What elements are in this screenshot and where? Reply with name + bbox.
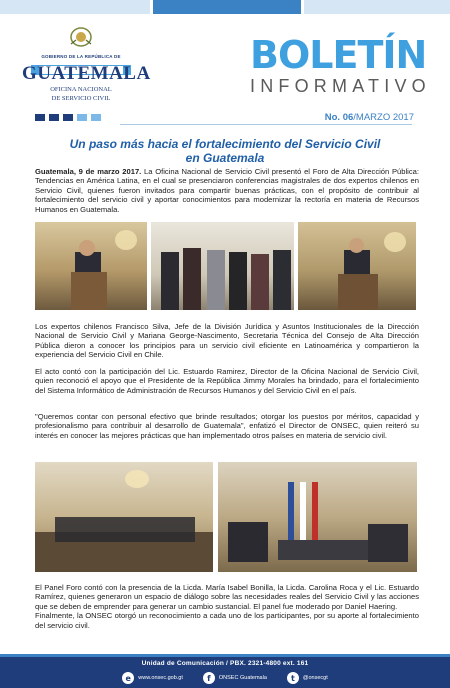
closing-paragraphs (35, 583, 419, 630)
photo-award-group (151, 222, 294, 310)
decorative-squares (35, 114, 101, 121)
issue-date: /MARZO 2017 (353, 112, 414, 123)
article-title-line2: en Guatemala (185, 151, 265, 165)
issue-divider (120, 124, 412, 125)
paragraph-final: Finalmente, la ONSEC otorgó un reconocimiento a cada uno de los participantes, por su aporte al fortalecimiento del servicio civil. (35, 611, 419, 630)
bulletin-masthead (250, 33, 440, 97)
footer (0, 654, 450, 688)
top-bar-segment-light-left (0, 0, 150, 14)
bulletin-subtitle: INFORMATIVO (250, 76, 431, 96)
paragraph-experts: Los expertos chilenos Francisco Silva, Jefe de la División Jurídica y Asuntos Institucionales de la Dirección Nacional de Servicio Civil y Mariana George-Nascimento, Secretaria Técnica del Consejo de Alta Dirección Pública dieron a conocer los principios para un servicio civil eficiente en Latinoamérica y compartieron la experiencia del Servicio Civil en Chile. (35, 322, 419, 360)
website-link[interactable] (122, 672, 183, 684)
dateline: Guatemala, 9 de marzo 2017. (35, 167, 142, 176)
top-bar-segment-blue (153, 0, 301, 14)
country-name: GUATEMALA (22, 63, 151, 84)
coat-of-arms-icon (68, 26, 94, 48)
facebook-link[interactable] (203, 672, 267, 684)
article-title-line1: Un paso más hacia el fortalecimiento del Servicio Civil (69, 137, 381, 151)
twitter-icon: t (287, 672, 299, 684)
bulletin-title: BOLETÍN (250, 33, 427, 77)
footer-contact: Unidad de Comunicación / PBX. 2321-4800 ext. 161 (141, 660, 309, 667)
top-bar-segment-light-right (304, 0, 450, 14)
footer-strip (0, 654, 450, 657)
facebook-label: ONSEC Guatemala (218, 675, 267, 681)
government-caption: GOBIERNO DE LA REPÚBLICA DE (41, 54, 121, 59)
paragraph-quote: "Queremos contar con personal efectivo que brinde resultados; otorgar los puestos por méritos, capacidad y profesionalismo para contribuir al desarrollo de Guatemala", enfatizó el Director de ONSEC, quien reiteró su interés en conocer las mejores prácticas que han implementado otros países en materia de servicio civil. (35, 412, 419, 440)
footer-social-links (0, 672, 450, 684)
photo-speaker-podium (35, 222, 147, 310)
lead-text: La Oficina Nacional de Servicio Civil presentó el Foro de Alta Dirección Pública: Tendencias en América Latina, en el cual se presenciaron conferencias magistrales de dos expertos chilenos en Servicio Civil, quienes fueron invitados para compartir buenas prácticas, con el propósito de contribuir al fortalecimiento del servicio civil y aportar conocimientos para modernizar la rectoría en materia de Recursos Humanos en Guatemala. (35, 167, 419, 214)
paragraph-director: El acto contó con la participación del Lic. Estuardo Ramirez, Director de la Oficina Nacional de Servicio Civil, quien reconoció el apoyo que el Presidente de la República Jimmy Morales ha brindado, para el fortalecimiento del Sistema Informático de Administración de Recursos Humanos y del Servicio Civil en el país. (35, 367, 419, 395)
photo-speaker-lectern (298, 222, 416, 310)
issue-number: No. 06 (324, 112, 354, 123)
guatemala-government-logo (22, 26, 151, 106)
paragraph-panel: El Panel Foro contó con la presencia de la Licda. María Isabel Bonilla, la Licda. Carolina Roca y el Lic. Estuardo Ramírez, quienes generaron un espacio de diálogo sobre las necesidades reales del Servicio Civil y las acciones que se deben de emprender para generar un cambio sustancial. El panel fue moderado por Daniel Haering. (35, 583, 419, 611)
website-label: www.onsec.gob.gt (138, 675, 183, 681)
lead-paragraph (35, 167, 419, 214)
office-name-line1: OFICINA NACIONAL (50, 86, 112, 93)
twitter-link[interactable] (287, 672, 328, 684)
photo-audience (35, 462, 213, 572)
article-title (30, 137, 420, 165)
office-name-line2: DE SERVICIO CIVIL (51, 95, 111, 102)
facebook-icon: f (203, 672, 215, 684)
photo-panel-forum (218, 462, 417, 572)
web-icon: e (122, 672, 134, 684)
twitter-label: @onsecgt (302, 675, 328, 681)
issue-info (325, 112, 414, 123)
top-color-bar (0, 0, 450, 14)
